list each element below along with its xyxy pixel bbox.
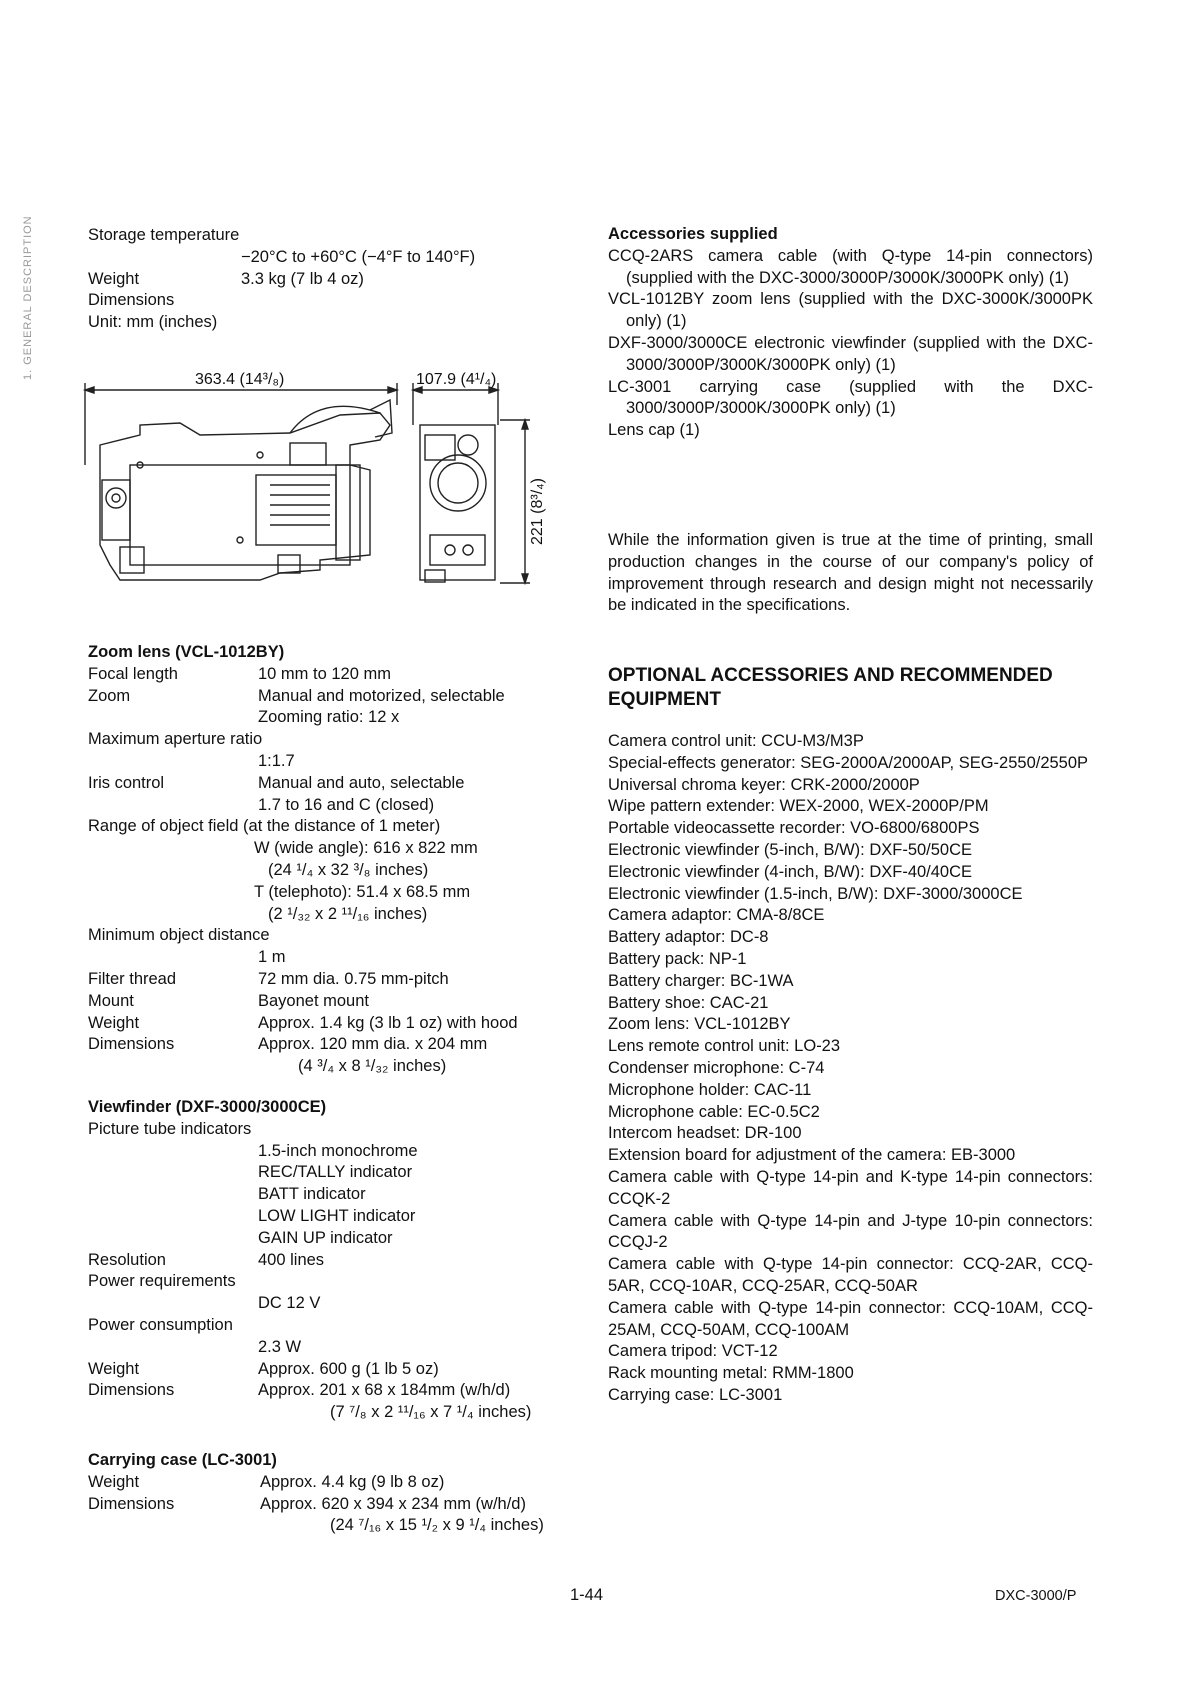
spec-key: Dimensions xyxy=(88,1035,175,1054)
spec-value: 1.7 to 16 and C (closed) xyxy=(258,795,435,814)
accessories-title: Accessories supplied xyxy=(608,225,778,243)
spec-key: Iris control xyxy=(88,773,165,792)
page-number: 1-44 xyxy=(570,1586,604,1604)
weight-value: 3.3 kg (7 lb 4 oz) xyxy=(241,269,364,288)
optional-item: Camera cable with Q-type 14-pin and J-type 10-pin connectors: CCQJ-2 xyxy=(608,1211,1093,1252)
optional-item: Rack mounting metal: RMM-1800 xyxy=(608,1364,854,1383)
optional-item: Camera adaptor: CMA-8/8CE xyxy=(608,906,825,925)
carrying-case-section xyxy=(88,1450,588,1537)
optional-item: Microphone holder: CAC-11 xyxy=(608,1080,812,1099)
spec-value: Approx. 201 x 68 x 184mm (w/h/d) xyxy=(258,1381,511,1400)
storage-label: Storage temperature xyxy=(88,226,240,244)
spec-value: 1.5-inch monochrome xyxy=(258,1141,418,1160)
spec-value: BATT indicator xyxy=(258,1185,366,1204)
spec-key: Weight xyxy=(88,1472,140,1491)
spec-key: Maximum aperture ratio xyxy=(88,730,263,749)
weight-label: Weight xyxy=(88,269,140,288)
spec-key: Picture tube indicators xyxy=(88,1119,252,1138)
side-width-label: 363.4 (14³/₈) xyxy=(195,371,285,388)
spec-value: Manual and motorized, selectable xyxy=(258,686,505,705)
spec-value: Approx. 620 x 394 x 234 mm (w/h/d) xyxy=(260,1494,526,1513)
optional-item: Extension board for adjustment of the camera: EB-3000 xyxy=(608,1146,1016,1165)
optional-item: Battery pack: NP-1 xyxy=(608,949,747,968)
spec-key: Weight xyxy=(88,1359,140,1378)
spec-key: Focal length xyxy=(88,664,178,683)
spec-value: 2.3 W xyxy=(258,1337,302,1356)
front-width-label: 107.9 (4¹/₄) xyxy=(416,371,497,388)
spec-value: LOW LIGHT indicator xyxy=(258,1206,416,1225)
zoom-lens-title: Zoom lens (VCL-1012BY) xyxy=(88,643,285,661)
viewfinder-section xyxy=(88,1097,588,1424)
spec-value: (24 ⁷/₁₆ x 15 ¹/₂ x 9 ¹/₄ inches) xyxy=(330,1516,544,1535)
spec-key: Weight xyxy=(88,1013,140,1032)
optional-item: Wipe pattern extender: WEX-2000, WEX-2000P/PM xyxy=(608,797,989,816)
spec-value: Approx. 1.4 kg (3 lb 1 oz) with hood xyxy=(258,1013,518,1032)
optional-item: Carrying case: LC-3001 xyxy=(608,1385,783,1404)
optional-item: Battery shoe: CAC-21 xyxy=(608,993,769,1012)
spec-value: GAIN UP indicator xyxy=(258,1228,393,1247)
spec-key: Filter thread xyxy=(88,969,177,988)
optional-item: Special-effects generator: SEG-2000A/2000AP, SEG-2550/2550P xyxy=(608,753,1089,772)
spec-key: Range of object field (at the distance of 1 meter) xyxy=(88,817,441,836)
accessory-item: DXF-3000/3000CE electronic viewfinder (supplied with the DXC-3000/3000P/3000K/3000PK only) (1) xyxy=(608,333,1093,374)
spec-value: (4 ³/₄ x 8 ¹/₃₂ inches) xyxy=(298,1057,447,1076)
spec-value: (2 ¹/₃₂ x 2 ¹¹/₁₆ inches) xyxy=(268,904,428,923)
accessories-section xyxy=(608,224,1093,442)
spec-value: Approx. 600 g (1 lb 5 oz) xyxy=(258,1359,439,1378)
spec-value: Manual and auto, selectable xyxy=(258,773,465,792)
storage-block xyxy=(88,225,588,334)
optional-item: Intercom headset: DR-100 xyxy=(608,1124,802,1143)
spec-value: 1:1.7 xyxy=(258,751,295,770)
side-margin-text: 1. GENERAL DESCRIPTION xyxy=(22,215,34,380)
spec-value: 1 m xyxy=(258,948,286,967)
optional-item: Camera cable with Q-type 14-pin connector: CCQ-10AM, CCQ-25AM, CCQ-50AM, CCQ-100AM xyxy=(608,1298,1093,1339)
spec-value: (24 ¹/₄ x 32 ³/₈ inches) xyxy=(268,860,429,879)
spec-value: 400 lines xyxy=(258,1250,325,1269)
spec-value: 72 mm dia. 0.75 mm-pitch xyxy=(258,969,449,988)
model-label: DXC-3000/P xyxy=(995,1588,1077,1604)
optional-item: Portable videocassette recorder: VO-6800/6800PS xyxy=(608,819,980,838)
spec-key: Resolution xyxy=(88,1250,166,1269)
accessory-item: VCL-1012BY zoom lens (supplied with the DXC-3000K/3000PK only) (1) xyxy=(608,290,1093,331)
spec-value: Approx. 4.4 kg (9 lb 8 oz) xyxy=(260,1472,445,1491)
spec-value: (7 ⁷/₈ x 2 ¹¹/₁₆ x 7 ¹/₄ inches) xyxy=(330,1403,532,1422)
camera-dimension-diagram xyxy=(80,355,580,615)
optional-item: Condenser microphone: C-74 xyxy=(608,1058,825,1077)
optional-item: Electronic viewfinder (4-inch, B/W): DXF-40/40CE xyxy=(608,862,973,881)
spec-key: Minimum object distance xyxy=(88,926,270,945)
optional-accessories-list xyxy=(608,731,1093,1407)
optional-item: Battery charger: BC-1WA xyxy=(608,971,794,990)
accessory-item: CCQ-2ARS camera cable (with Q-type 14-pin connectors) (supplied with the DXC-3000/3000P/3000K/3000PK only) (1) xyxy=(608,246,1093,287)
carrying-case-title: Carrying case (LC-3001) xyxy=(88,1451,277,1469)
spec-key: Power consumption xyxy=(88,1315,233,1334)
spec-value: 10 mm to 120 mm xyxy=(258,664,391,683)
spec-value: DC 12 V xyxy=(258,1294,321,1313)
accessory-item: LC-3001 carrying case (supplied with the DXC-3000/3000P/3000K/3000PK only) (1) xyxy=(608,377,1093,418)
spec-value: REC/TALLY indicator xyxy=(258,1163,413,1182)
height-label: 221 (8³/₄) xyxy=(529,478,546,545)
optional-item: Zoom lens: VCL-1012BY xyxy=(608,1015,791,1034)
optional-item: Microphone cable: EC-0.5C2 xyxy=(608,1102,820,1121)
disclaimer-paragraph: While the information given is true at the time of printing, small production changes in the course of our company's policy of improvement through research and design might not necessarily be indicated in the specifications. xyxy=(608,531,1093,615)
optional-accessories-title: OPTIONAL ACCESSORIES AND RECOMMENDED EQUIPMENT xyxy=(608,665,1053,710)
spec-value: W (wide angle): 616 x 822 mm xyxy=(254,839,478,858)
spec-key: Dimensions xyxy=(88,1381,175,1400)
optional-item: Battery adaptor: DC-8 xyxy=(608,928,769,947)
viewfinder-title: Viewfinder (DXF-3000/3000CE) xyxy=(88,1098,327,1116)
zoom-lens-section xyxy=(88,642,588,1078)
spec-key: Zoom xyxy=(88,686,131,705)
spec-value: T (telephoto): 51.4 x 68.5 mm xyxy=(254,882,471,901)
dimensions-label: Dimensions xyxy=(88,291,175,310)
spec-key: Power requirements xyxy=(88,1272,236,1291)
spec-key: Mount xyxy=(88,991,134,1010)
unit-label: Unit: mm (inches) xyxy=(88,313,218,332)
spec-value: Approx. 120 mm dia. x 204 mm xyxy=(258,1035,488,1054)
optional-item: Electronic viewfinder (1.5-inch, B/W): DXF-3000/3000CE xyxy=(608,884,1023,903)
optional-item: Lens remote control unit: LO-23 xyxy=(608,1037,841,1056)
spec-value: Zooming ratio: 12 x xyxy=(258,708,400,727)
storage-value: −20°C to +60°C (−4°F to 140°F) xyxy=(241,247,476,266)
spec-key: Dimensions xyxy=(88,1494,175,1513)
optional-item: Camera control unit: CCU-M3/M3P xyxy=(608,732,864,750)
optional-item: Camera tripod: VCT-12 xyxy=(608,1342,778,1361)
spec-value: Bayonet mount xyxy=(258,991,369,1010)
optional-item: Universal chroma keyer: CRK-2000/2000P xyxy=(608,775,920,794)
accessory-item: Lens cap (1) xyxy=(608,421,700,440)
optional-item: Camera cable with Q-type 14-pin connector: CCQ-2AR, CCQ-5AR, CCQ-10AR, CCQ-25AR, CCQ-50AR xyxy=(608,1255,1093,1295)
optional-item: Electronic viewfinder (5-inch, B/W): DXF-50/50CE xyxy=(608,840,973,859)
optional-item: Camera cable with Q-type 14-pin and K-type 14-pin connectors: CCQK-2 xyxy=(608,1167,1093,1208)
